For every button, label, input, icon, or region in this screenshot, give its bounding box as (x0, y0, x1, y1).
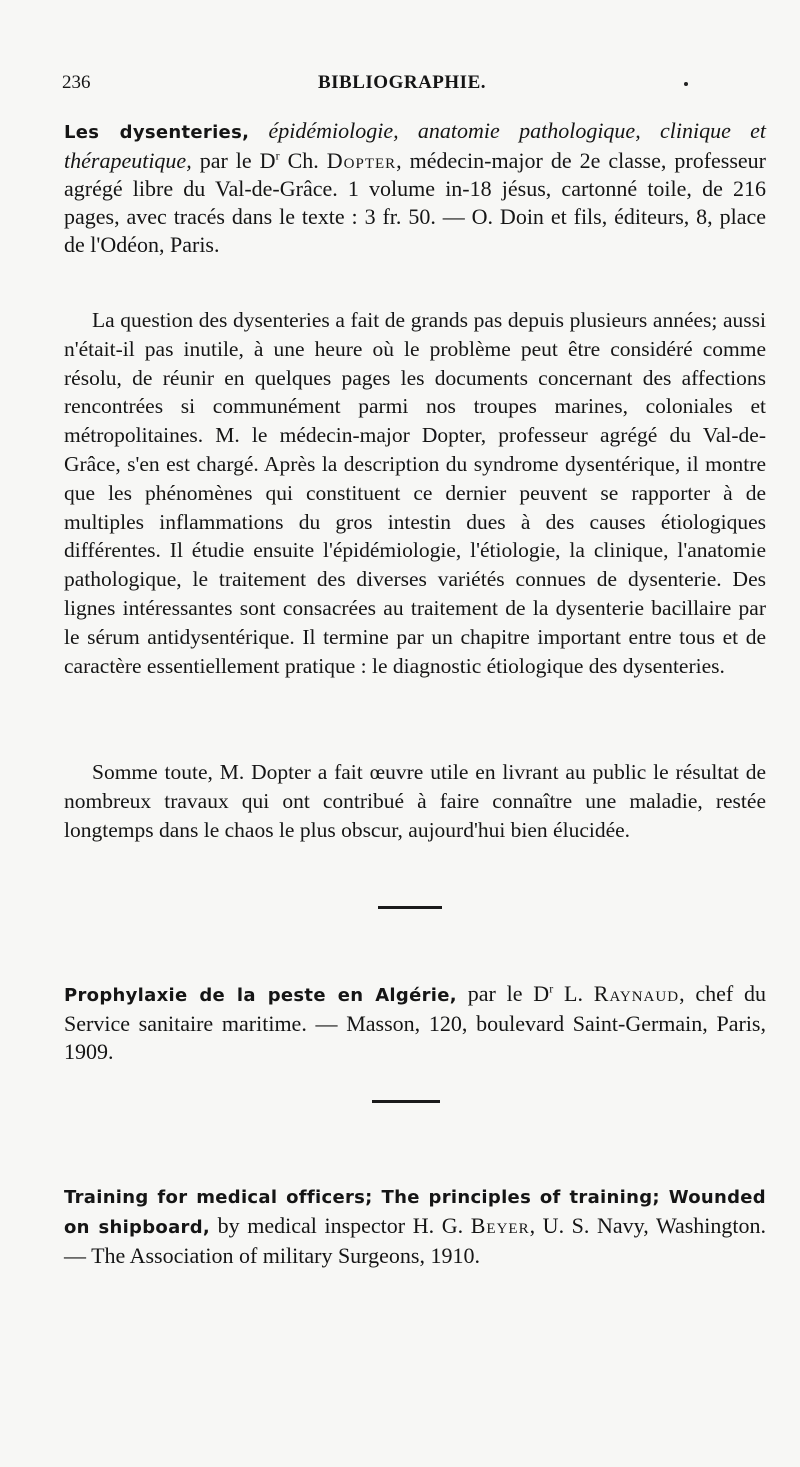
author-first: L. (564, 981, 583, 1006)
entry-title: Les dysenteries, (64, 122, 250, 143)
separator-rule (378, 906, 442, 909)
bibliography-entry-dysenteries (64, 117, 766, 259)
entry-by-sup: r (275, 148, 280, 163)
bibliography-entry-peste (64, 980, 766, 1066)
author-first: H. G. (412, 1213, 464, 1238)
entry-by: par le D (199, 148, 276, 173)
page-number: 236 (62, 72, 91, 93)
review-paragraph-1: La question des dysenteries a fait de grands pas depuis plusieurs années; aussi n'était-il pas inutile, à une heure où le problème peut être considéré comme résolu, de réunir en quelques pages les documents concernant des affections rencontrées si communément parmi nos troupes marines, coloniales et métropolitaines. M. le médecin-major Dopter, professeur agrégé du Val-de-Grâce, s'en est chargé. Après la description du syndrome dysentérique, il montre que les phénomènes qui constituent ce dernier peuvent se rapporter à de multiples inflammations du gros intestin dues à des causes étiologiques différentes. Il étudie ensuite l'épidémiologie, l'étiologie, la clinique, l'anatomie pathologique, le traitement des diverses variétés connues de dysenterie. Des lignes intéressantes sont consacrées au traitement de la dysenterie bacillaire par le sérum antidysentérique. Il termine par un chapitre important entre tous et de caractère essentiellement pratique : le diagnostic étiologique des dysenteries. (64, 308, 766, 678)
entry-by: by medical inspector (217, 1213, 406, 1238)
entry-title: Training for medical officers; The principles of training; Wounded on shipboard, (64, 1187, 766, 1238)
entry-subtitle: épidémiologie, anatomie pathologique, clinique et thérapeutique, (64, 118, 767, 173)
entry-description: , chef du Service sanitaire maritime. — Masson, 120, boulevard Saint-Germain, Paris, 1909. (64, 981, 767, 1064)
author-first: Ch. (287, 148, 319, 173)
ink-dot (684, 82, 688, 86)
entry-title: Prophylaxie de la peste en Algérie, (64, 985, 457, 1006)
entry-by: par le D (467, 981, 550, 1006)
author-last: Dopter (326, 148, 397, 173)
bibliography-entry-training (64, 1182, 766, 1270)
running-title: BIBLIOGRAPHIE. (317, 72, 486, 93)
entry-by-sup: r (549, 981, 554, 996)
review-paragraph-2: Somme toute, M. Dopter a fait œuvre utile en livrant au public le résultat de nombreux travaux qui ont contribué à faire connaître une maladie, restée longtemps dans le chaos le plus obscur, aujourd'hui bien élucidée. (64, 760, 766, 842)
page-header (62, 72, 742, 102)
entry-description: , médecin-major de 2e classe, professeur agrégé libre du Val-de-Grâce. 1 volume in-18 jésus, cartonné toile, de 216 pages, avec tracés dans le texte : 3 fr. 50. — O. Doin et fils, éditeurs, 8, place de l'Odéon, Paris. (64, 148, 766, 257)
author-last: Raynaud (593, 981, 680, 1006)
separator-rule (372, 1100, 440, 1103)
author-last: Beyer (470, 1213, 530, 1238)
entry-description: , U. S. Navy, Washington. — The Association of military Surgeons, 1910. (64, 1213, 766, 1268)
